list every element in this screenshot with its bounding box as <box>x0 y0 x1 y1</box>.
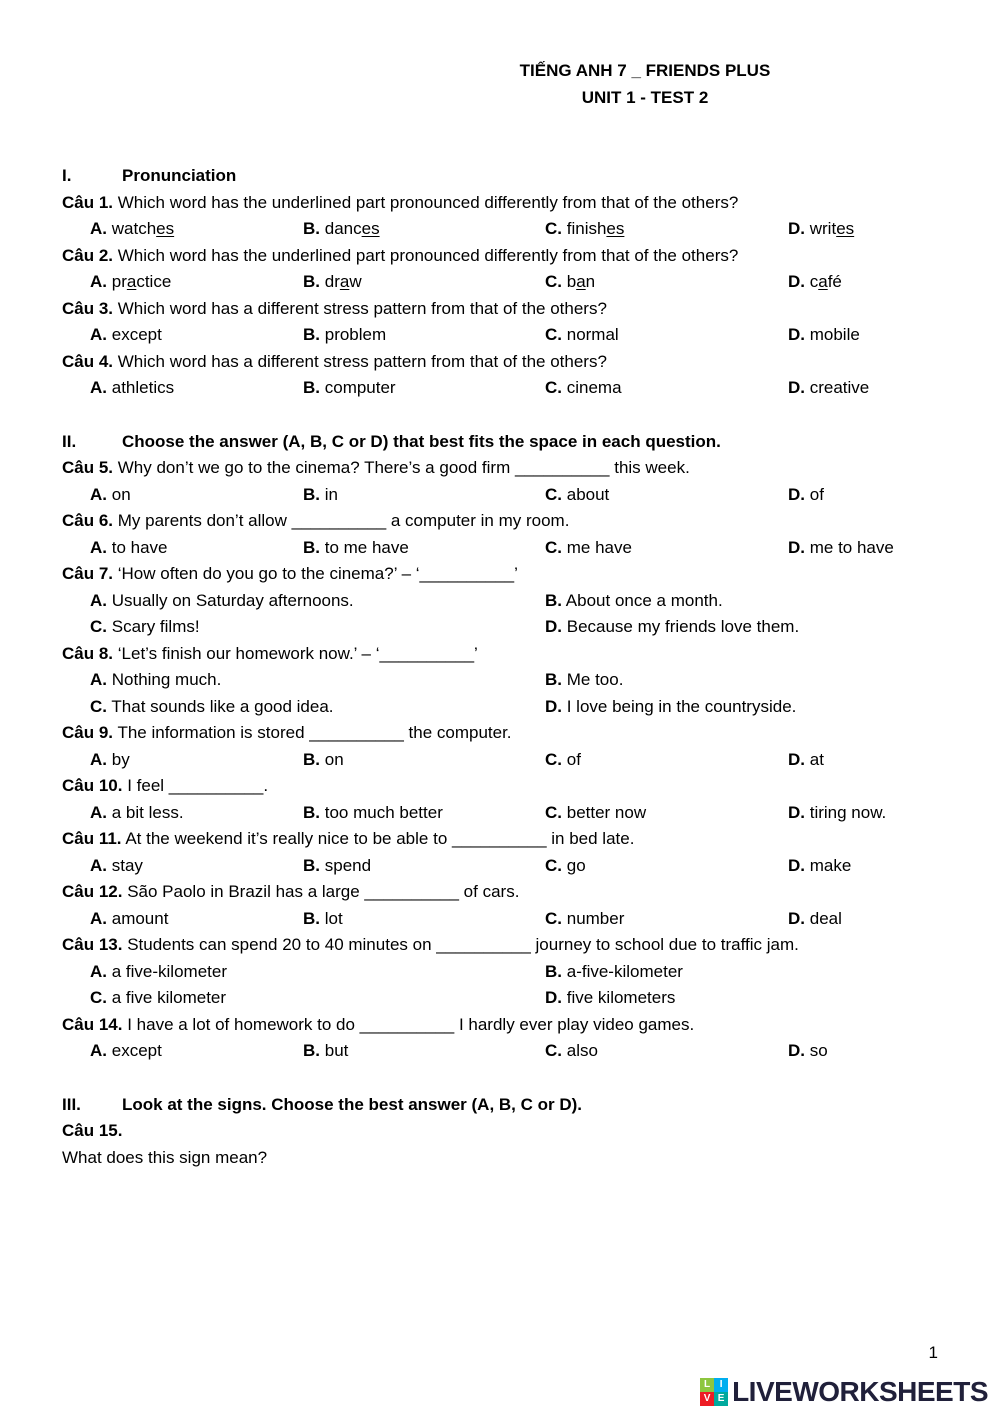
answer-option[interactable]: A. by <box>90 749 130 769</box>
answer-option[interactable]: B. a-five-kilometer <box>545 961 683 981</box>
option-letter: C. <box>545 802 562 822</box>
option-letter: B. <box>303 272 320 291</box>
liveworksheets-wordmark: LIVEWORKSHEETS <box>732 1376 988 1407</box>
section-title: Pronunciation <box>122 166 237 185</box>
answer-option[interactable]: C. normal <box>545 325 619 344</box>
answer-option[interactable]: D. me to have <box>788 537 894 557</box>
answer-option[interactable]: B. too much better <box>303 802 443 822</box>
answer-option[interactable]: B. draw <box>303 272 362 291</box>
option-letter: C. <box>545 908 562 928</box>
option-letter: C. <box>90 988 107 1007</box>
option-letter: D. <box>788 325 805 344</box>
option-letter: B. <box>545 590 562 610</box>
answer-option[interactable]: C. number <box>545 908 625 928</box>
logo-tile: V <box>700 1392 714 1406</box>
option-letter: D. <box>788 272 805 291</box>
options-row <box>62 269 960 296</box>
option-letter: D. <box>788 378 805 397</box>
question-text: Câu 7. ‘How often do you go to the cinema?’ – ‘__________’ <box>62 564 518 583</box>
question-label: Câu 12. <box>62 882 123 901</box>
answer-option[interactable]: A. Nothing much. <box>90 670 222 689</box>
options-row <box>62 667 960 720</box>
option-letter: B. <box>303 537 320 557</box>
question-text <box>62 1118 960 1145</box>
option-letter: A. <box>90 325 107 344</box>
option-letter: C. <box>545 749 562 769</box>
option-letter: D. <box>545 696 562 716</box>
options-row <box>62 375 960 402</box>
options-row <box>62 747 960 774</box>
answer-option[interactable]: B. spend <box>303 855 372 875</box>
option-letter: D. <box>788 484 805 504</box>
answer-option[interactable]: A. a bit less. <box>90 802 184 822</box>
question-text: Câu 3. Which word has a different stress pattern from that of the others? <box>62 298 607 318</box>
section-title: Choose the answer (A, B, C or D) that best fits the space in each question. <box>122 431 721 451</box>
question-text: Câu 6. My parents don’t allow __________ a computer in my room. <box>62 511 570 530</box>
answer-option[interactable]: D. writes <box>788 219 855 238</box>
question-label: Câu 4. <box>62 351 114 371</box>
question-label: Câu 3. <box>62 298 114 318</box>
liveworksheets-icon <box>700 1378 728 1406</box>
answer-option[interactable]: D. at <box>788 749 824 769</box>
option-letter: B. <box>545 961 562 981</box>
option-letter: D. <box>545 617 562 636</box>
answer-option[interactable]: C. ban <box>545 272 596 291</box>
options-row <box>62 1038 960 1065</box>
underlined-part: a <box>126 272 137 291</box>
options-row <box>62 906 960 933</box>
question-text: Câu 5. Why don’t we go to the cinema? There’s a good firm __________ this week. <box>62 458 690 477</box>
option-letter: B. <box>303 219 320 238</box>
options-row <box>62 959 960 1012</box>
answer-option[interactable]: B. Me too. <box>545 670 624 689</box>
answer-option[interactable]: B. About once a month. <box>545 590 723 610</box>
answer-option[interactable]: A. Usually on Saturday afternoons. <box>90 590 354 610</box>
option-letter: A. <box>90 590 107 610</box>
section-title: Look at the signs. Choose the best answer (A, B, C or D). <box>122 1094 583 1114</box>
worksheet-title: TIẾNG ANH 7 _ FRIENDS PLUS <box>519 61 771 80</box>
option-letter: B. <box>303 749 320 769</box>
answer-option[interactable]: D. mobile <box>788 325 860 344</box>
answer-option[interactable]: C. of <box>545 749 581 769</box>
option-letter: A. <box>90 670 107 689</box>
underlined-part: es <box>836 219 855 238</box>
option-letter: C. <box>545 219 562 238</box>
question-label: Câu 15. <box>62 1121 123 1140</box>
answer-option[interactable]: C. better now <box>545 802 647 822</box>
answer-option[interactable]: C. finishes <box>545 219 625 238</box>
option-letter: D. <box>788 1041 805 1060</box>
answer-option[interactable]: B. lot <box>303 908 343 928</box>
question-text: Câu 4. Which word has a different stress pattern from that of the others? <box>62 351 607 371</box>
answer-option[interactable]: C. also <box>545 1041 598 1060</box>
option-letter: A. <box>90 378 107 397</box>
answer-option[interactable]: B. dances <box>303 219 380 238</box>
question-text: Câu 13. Students can spend 20 to 40 minutes on __________ journey to school due to traffic jam. <box>62 935 799 954</box>
option-letter: A. <box>90 749 107 769</box>
question-text: Câu 9. The information is stored __________ the computer. <box>62 723 512 742</box>
option-letter: A. <box>90 855 107 875</box>
worksheet-body <box>62 163 960 1171</box>
answer-option[interactable]: A. practice <box>90 272 172 291</box>
section-number: I. <box>62 166 72 185</box>
option-letter: D. <box>788 219 805 238</box>
underlined-part: a <box>339 272 350 291</box>
answer-option[interactable]: B. problem <box>303 325 387 344</box>
options-row <box>62 588 960 641</box>
answer-option[interactable]: C. That sounds like a good idea. <box>90 696 334 716</box>
option-letter: C. <box>90 617 107 636</box>
answer-option[interactable]: D. so <box>788 1041 828 1060</box>
question-text: Câu 8. ‘Let’s finish our homework now.’ – ‘__________’ <box>62 643 478 663</box>
option-letter: B. <box>545 670 562 689</box>
worksheet-subtitle: UNIT 1 - TEST 2 <box>581 87 709 107</box>
option-letter: B. <box>303 908 320 928</box>
question-label: Câu 14. <box>62 1014 123 1034</box>
answer-option[interactable]: A. stay <box>90 855 143 875</box>
answer-option[interactable]: B. on <box>303 749 344 769</box>
option-letter: C. <box>545 378 562 397</box>
option-letter: B. <box>303 1041 320 1060</box>
answer-option[interactable]: A. athletics <box>90 378 175 397</box>
answer-option[interactable]: C. go <box>545 855 586 875</box>
section-number: III. <box>62 1094 81 1114</box>
underlined-part: a <box>576 272 586 291</box>
question-text: Câu 1. Which word has the underlined part pronounced differently from that of the others? <box>62 192 739 212</box>
question-label: Câu 1. <box>62 192 114 212</box>
option-letter: A. <box>90 802 107 822</box>
answer-option[interactable]: C. cinema <box>545 378 622 397</box>
options-row <box>62 322 960 349</box>
option-letter: C. <box>545 537 562 557</box>
option-letter: C. <box>90 696 107 716</box>
answer-option[interactable]: A. except <box>90 1041 162 1060</box>
options-row <box>62 800 960 827</box>
question-label: Câu 9. <box>62 723 114 742</box>
answer-option[interactable]: A. amount <box>90 908 169 928</box>
answer-option[interactable]: A. to have <box>90 537 168 557</box>
option-letter: A. <box>90 219 107 238</box>
option-letter: A. <box>90 908 107 928</box>
answer-option[interactable]: A. a five-kilometer <box>90 961 227 981</box>
section-heading <box>62 429 960 456</box>
option-letter: C. <box>545 484 562 504</box>
option-letter: D. <box>788 749 805 769</box>
section-heading <box>62 163 960 190</box>
underlined-part: a <box>818 272 828 291</box>
option-letter: B. <box>303 484 320 504</box>
question-text: Câu 14. I have a lot of homework to do __________ I hardly ever play video games. <box>62 1014 695 1034</box>
answer-option[interactable]: A. except <box>90 325 162 344</box>
question-label: Câu 7. <box>62 564 114 583</box>
answer-option[interactable]: C. me have <box>545 537 632 557</box>
question-label: Câu 10. <box>62 776 123 795</box>
question-text: Câu 2. Which word has the underlined part pronounced differently from that of the others? <box>62 245 739 265</box>
section-number: II. <box>62 431 77 451</box>
answer-option[interactable]: D. I love being in the countryside. <box>545 696 797 716</box>
answer-option[interactable]: D. creative <box>788 378 870 397</box>
answer-option[interactable]: D. Because my friends love them. <box>545 617 800 636</box>
logo-tile: E <box>714 1392 728 1406</box>
options-row <box>62 853 960 880</box>
option-letter: D. <box>788 802 805 822</box>
answer-option[interactable]: B. computer <box>303 378 396 397</box>
answer-option[interactable]: C. about <box>545 484 610 504</box>
option-letter: B. <box>303 802 320 822</box>
question-text: Câu 10. I feel __________. <box>62 776 269 795</box>
option-letter: C. <box>545 1041 562 1060</box>
answer-option[interactable]: D. make <box>788 855 852 875</box>
options-row <box>62 535 960 562</box>
option-letter: D. <box>788 855 805 875</box>
answer-option[interactable]: B. but <box>303 1041 349 1060</box>
liveworksheets-logo[interactable] <box>700 1378 988 1406</box>
logo-tile: L <box>700 1378 714 1392</box>
question-label: Câu 8. <box>62 643 114 663</box>
option-letter: B. <box>303 378 320 397</box>
option-letter: D. <box>788 537 805 557</box>
answer-option[interactable]: C. a five kilometer <box>90 988 227 1007</box>
option-letter: D. <box>545 988 562 1007</box>
options-row <box>62 482 960 509</box>
question-text: Câu 11. At the weekend it’s really nice to be able to __________ in bed late. <box>62 829 635 848</box>
question-text: Câu 12. São Paolo in Brazil has a large __________ of cars. <box>62 882 520 901</box>
question-label: Câu 5. <box>62 458 114 477</box>
question-label: Câu 11. <box>62 829 122 848</box>
question-prompt: What does this sign mean? <box>62 1147 268 1167</box>
question-label: Câu 6. <box>62 511 114 530</box>
option-letter: C. <box>545 272 562 291</box>
answer-option[interactable]: C. Scary films! <box>90 617 200 636</box>
section-heading <box>62 1092 960 1119</box>
option-letter: A. <box>90 537 107 557</box>
option-letter: D. <box>788 908 805 928</box>
option-letter: B. <box>303 325 320 344</box>
answer-option[interactable]: A. watches <box>90 219 175 238</box>
option-letter: C. <box>545 325 562 344</box>
logo-tile: I <box>714 1378 728 1392</box>
answer-option[interactable]: D. deal <box>788 908 842 928</box>
option-letter: C. <box>545 855 562 875</box>
option-letter: A. <box>90 1041 107 1060</box>
question-label: Câu 13. <box>62 935 123 954</box>
option-letter: B. <box>303 855 320 875</box>
answer-option[interactable]: B. in <box>303 484 338 504</box>
options-row <box>62 216 960 243</box>
answer-option[interactable]: A. on <box>90 484 131 504</box>
underlined-part: es <box>156 219 175 238</box>
option-letter: A. <box>90 484 107 504</box>
question-label: Câu 2. <box>62 245 114 265</box>
answer-option[interactable]: B. to me have <box>303 537 409 557</box>
answer-option[interactable]: D. of <box>788 484 824 504</box>
page-number: 1 <box>928 1342 938 1362</box>
underlined-part: es <box>606 219 625 238</box>
worksheet-header <box>330 58 960 111</box>
option-letter: A. <box>90 961 107 981</box>
answer-option[interactable]: D. tiring now. <box>788 802 887 822</box>
underlined-part: es <box>361 219 380 238</box>
option-letter: A. <box>90 272 107 291</box>
answer-option[interactable]: D. café <box>788 272 842 291</box>
answer-option[interactable]: D. five kilometers <box>545 988 676 1007</box>
